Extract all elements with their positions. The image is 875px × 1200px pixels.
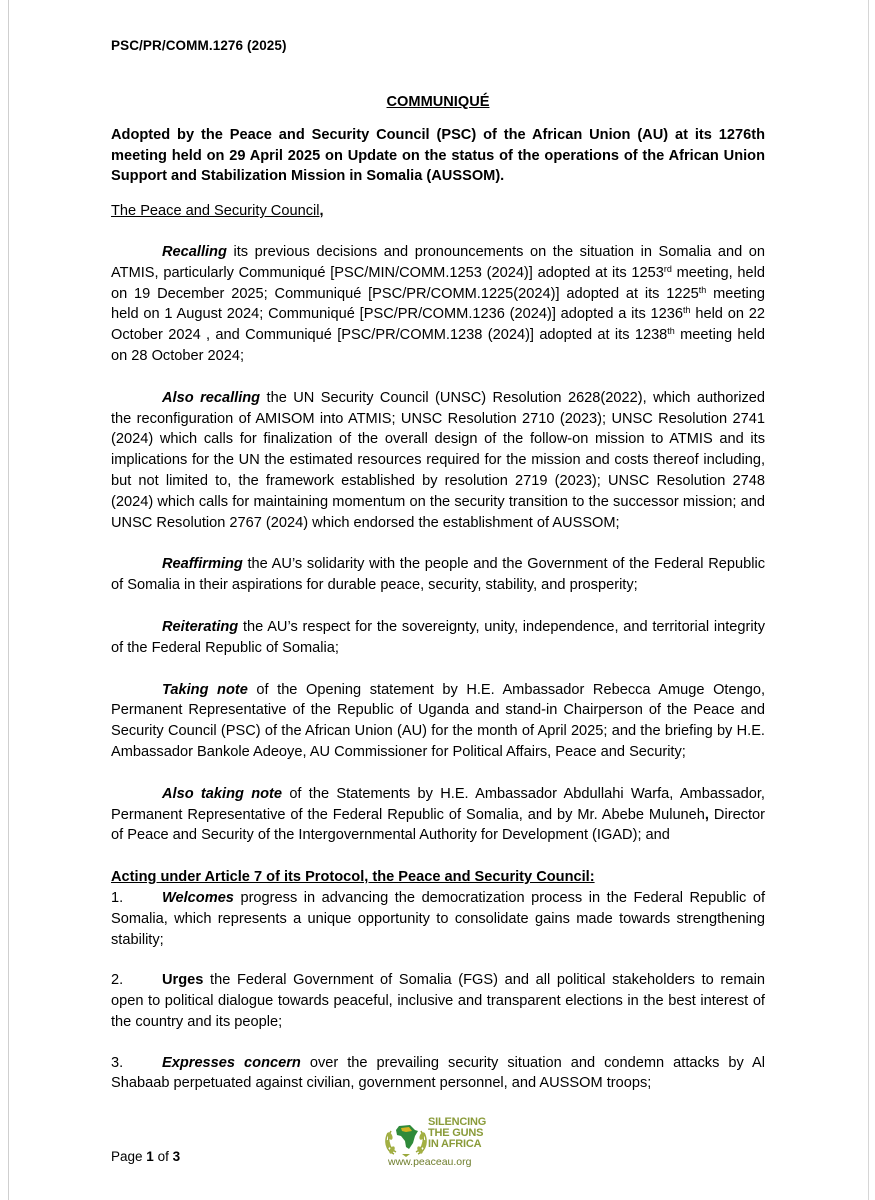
page-edge-left bbox=[8, 0, 9, 1200]
preamble-text: its previous decisions and pronouncements on the situation in Somalia and on ATMIS, particularly Communiqué [PSC/MIN/COMM.1253 (2024)] adopted at its 1253 bbox=[111, 243, 765, 281]
logo-slogan bbox=[428, 1117, 492, 1150]
paragraph-number: 1. bbox=[111, 889, 124, 906]
document-title: COMMUNIQUÉ bbox=[386, 94, 490, 110]
preamble-text: of the Statements by H.E. Ambassador Abdullahi Warfa, Ambassador, Permanent Representative of the Federal Republic of Somalia, and by Mr. Abebe Muluneh bbox=[111, 785, 765, 823]
operative-paragraph-3 bbox=[111, 1053, 765, 1095]
acting-heading: Acting under Article 7 of its Protocol, the Peace and Security Council: bbox=[111, 869, 595, 886]
document-reference: PSC/PR/COMM.1276 (2025) bbox=[111, 38, 287, 53]
preamble-also-taking-note bbox=[111, 784, 765, 846]
preamble-recalling bbox=[111, 242, 765, 367]
preamble-text: meeting held on 1 August 2024; Communiqué [PSC/PR/COMM.1236 (2024)] adopted a its 1236 bbox=[111, 285, 765, 323]
logo-line-2: THE GUNS bbox=[428, 1127, 484, 1139]
preamble-lead: Also recalling bbox=[162, 389, 261, 406]
page-label: Page bbox=[111, 1149, 143, 1164]
council-label: The Peace and Security Council bbox=[111, 203, 320, 220]
paragraph-number: 2. bbox=[111, 972, 124, 989]
page-number: 1 bbox=[146, 1149, 154, 1164]
preamble-reiterating bbox=[111, 617, 765, 659]
page-of-label: of bbox=[157, 1149, 169, 1164]
page-edge-right bbox=[868, 0, 869, 1200]
ordinal-suffix: th bbox=[683, 305, 691, 316]
logo-url: www.peaceau.org bbox=[388, 1156, 472, 1168]
preamble-lead: Reaffirming bbox=[162, 556, 243, 573]
preamble-text: the AU’s respect for the sovereignty, unity, independence, and territorial integrity of the Federal Republic of Somalia; bbox=[111, 618, 765, 656]
preamble-text: meeting held on 28 October 2024; bbox=[111, 327, 765, 364]
ordinal-suffix: th bbox=[698, 284, 707, 295]
preamble-lead: Reiterating bbox=[162, 618, 239, 635]
bold-comma: , bbox=[704, 806, 709, 823]
operative-text: progress in advancing the democratization process in the Federal Republic of Somalia, which represents a unique opportunity to consolidate gains made towards strengthening stability; bbox=[111, 889, 765, 948]
preamble-text: of the Opening statement by H.E. Ambassador Rebecca Amuge Otengo, Permanent Representative of the Republic of Uganda and stand-in Chairperson of the Peace and Security Council (PSC) of the African Union (AU) for the month of April 2025; and the briefing by H.E. Ambassador Bankole Adeoye, AU Commissioner for Political Affairs, Peace and Security; bbox=[111, 681, 765, 760]
logo-line-3: IN AFRICA bbox=[428, 1138, 482, 1150]
operative-paragraph-2 bbox=[111, 970, 765, 1032]
council-trail: , bbox=[319, 203, 324, 220]
page-indicator bbox=[111, 1149, 180, 1164]
silencing-the-guns-logo bbox=[382, 1116, 492, 1172]
preamble-text: the UN Security Council (UNSC) Resolution 2628(2022), which authorized the reconfiguration of AMISOM into ATMIS; UNSC Resolution 2710 (2023); UNSC Resolution 2741 (2024) which calls for finalization of the overall design of the follow-on mission to ATMIS and its implications for the UN the estimated resources required for the mission and costs thereof including, but not limited to, the framework established by resolution 2719 (2023); UNSC Resolution 2748 (2024) which calls for maintaining momentum on the security transition to the successor mission; and UNSC Resolution 2767 (2024) which endorsed the establishment of AUSSOM; bbox=[111, 389, 765, 531]
preamble-text: Director of Peace and Security of the Intergovernmental Authority for Development (IGAD); and bbox=[111, 806, 766, 844]
preamble-taking-note bbox=[111, 680, 765, 763]
logo-line-1: SILENCING bbox=[428, 1116, 487, 1128]
operative-paragraph-1 bbox=[111, 888, 765, 950]
preamble-text: meeting, held on 19 December 2025; Communiqué [PSC/PR/COMM.1225(2024)] adopted at its 1225 bbox=[111, 264, 765, 302]
page-total: 3 bbox=[172, 1149, 181, 1164]
preamble-text: the AU’s solidarity with the people and the Government of the Federal Republic of Somalia in their aspirations for durable peace, security, stability, and prosperity; bbox=[111, 556, 765, 594]
paragraph-number: 3. bbox=[111, 1054, 124, 1071]
operative-lead: Urges bbox=[162, 972, 204, 989]
adoption-statement: Adopted by the Peace and Security Council (PSC) of the African Union (AU) at its 1276th meeting held on 29 April 2025 on Update on the status of the operations of the African Union Support and Stabilization Mission in Somalia (AUSSOM). bbox=[111, 126, 765, 185]
preamble-reaffirming bbox=[111, 554, 765, 596]
preamble-also-recalling bbox=[111, 388, 765, 534]
preamble-lead: Recalling bbox=[162, 243, 227, 260]
ordinal-suffix: rd bbox=[663, 263, 672, 274]
operative-lead: Welcomes bbox=[162, 889, 234, 906]
operative-text: the Federal Government of Somalia (FGS) and all political stakeholders to remain open to political dialogue towards peaceful, inclusive and transparent elections in the best interest of the country and its people; bbox=[111, 972, 765, 1030]
preamble-lead: Also taking note bbox=[162, 785, 283, 802]
document-body bbox=[111, 92, 765, 1114]
council-heading bbox=[111, 201, 765, 222]
ordinal-suffix: th bbox=[667, 326, 675, 337]
operative-lead: Expresses concern bbox=[162, 1054, 301, 1071]
preamble-text: held on 22 October 2024 , and Communiqué [PSC/PR/COMM.1238 (2024)] adopted at its 1238 bbox=[111, 306, 765, 344]
preamble-lead: Taking note bbox=[162, 681, 248, 698]
operative-text: over the prevailing security situation and condemn attacks by Al Shabaab perpetuated against civilian, government personnel, and AUSSOM troops; bbox=[111, 1054, 765, 1092]
